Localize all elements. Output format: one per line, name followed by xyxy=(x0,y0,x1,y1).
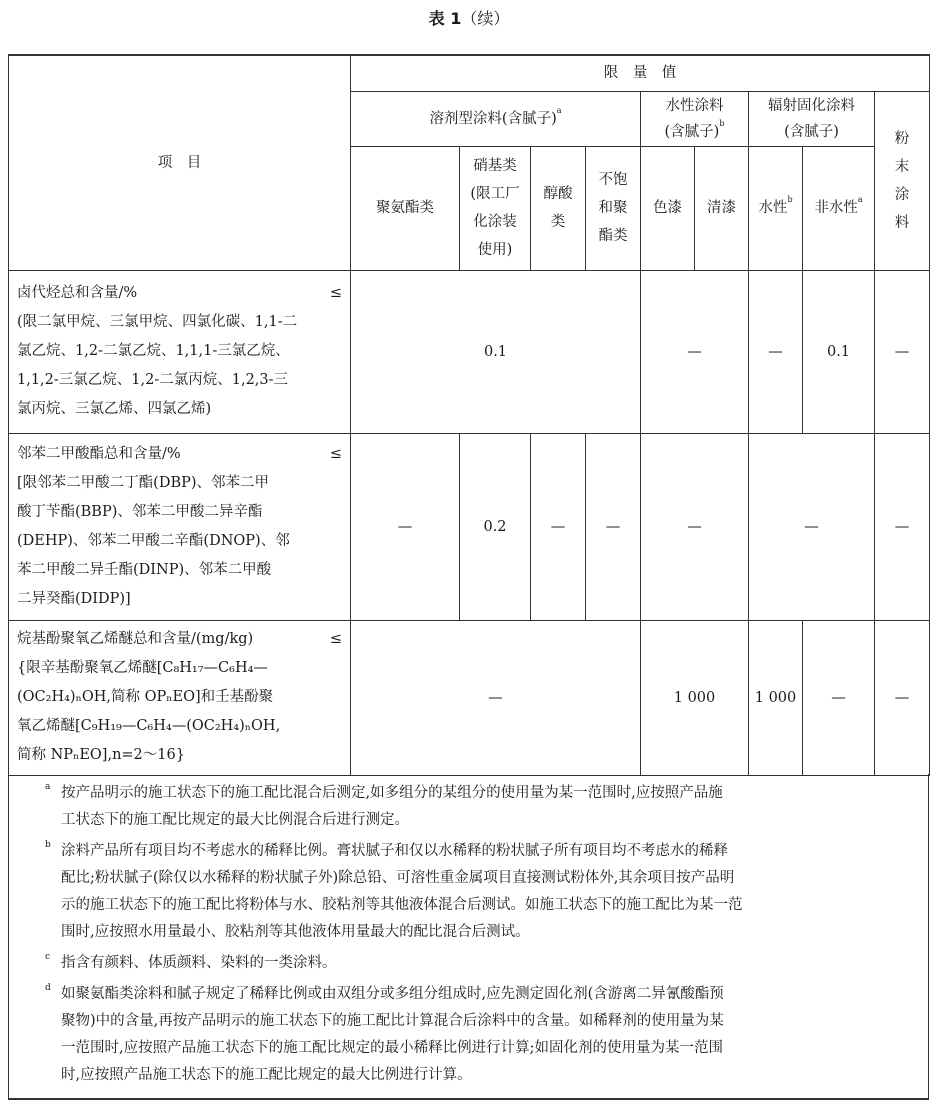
row-phthalate-nitro: 0.2 xyxy=(460,433,531,620)
row-halohydrocarbon-powder: — xyxy=(875,270,930,433)
header-powder: 粉 末 涂 料 xyxy=(875,91,930,270)
row-halohydrocarbon-solvent: 0.1 xyxy=(351,270,641,433)
footnotes xyxy=(8,774,929,1100)
header-radiation: 辐射固化涂料 (含腻子) xyxy=(749,91,875,146)
row-phthalate-item: 邻苯二甲酸酯总和含量/% ≤ [限邻苯二甲酸二丁酯(DBP)、邻苯二甲 酸丁苄酯(BBP)、邻苯二甲酸二异辛酯 (DEHP)、邻苯二甲酸二辛酯(DNOP)、邻 苯二甲酸二异壬酯(DINP)、邻苯二甲酸 二异癸酯(DIDP)] xyxy=(9,433,351,620)
row-apeo-nonaqueous: — xyxy=(803,620,875,775)
row-apeo-powder: — xyxy=(875,620,930,775)
footnote-b: b 涂料产品所有项目均不考虑水的稀释比例。膏状腻子和仅以水稀释的粉状腻子所有项目均不考虑水的稀释 配比;粉状腻子(除仅以水稀释的粉状腻子外)除总铅、可溶性重金属项目直接测试粉体外,其余项目按产品明 示的施工状态下的施工配比将粉体与水、胶粘剂等其他液体混合后测试。如施工状态下的施工配比为某一范 围时,应按照水用量最小、胶粘剂等其他液体用量最大的配比混合后测试。 xyxy=(45,840,743,940)
table-title xyxy=(0,6,938,29)
header-alkyd: 醇酸 类 xyxy=(531,146,586,270)
row-phthalate-unsaturated: — xyxy=(586,433,641,620)
row-phthalate-polyurethane: — xyxy=(351,433,460,620)
table-number: 表 1 xyxy=(428,9,462,28)
row-phthalate-water: — xyxy=(641,433,749,620)
header-nitro: 硝基类 (限工厂 化涂装 使用) xyxy=(460,146,531,270)
row-apeo-aqueous: 1 000 xyxy=(749,620,803,775)
footnote-d: d 如聚氨酯类涂料和腻子规定了稀释比例或由双组分或多组分组成时,应先测定固化剂(含游离二异氰酸酯预 聚物)中的含量,再按产品明示的施工状态下的施工配比计算混合后涂料中的含量。如稀释剂的使用量为某 一范围时,应按照产品施工状态下的施工配比规定的最小稀释比例进行计算;如固化剂的使用量为某一范围 时,应按照产品施工状态下的施工配比规定的最大比例进行计算。 xyxy=(45,983,724,1083)
header-limit: 限 量 值 xyxy=(351,55,930,91)
row-halohydrocarbon-nonaqueous: 0.1 xyxy=(803,270,875,433)
table-continued: （续） xyxy=(461,9,510,28)
row-halohydrocarbon-water: — xyxy=(641,270,749,433)
row-apeo-water: 1 000 xyxy=(641,620,749,775)
row-halohydrocarbon-aqueous: — xyxy=(749,270,803,433)
header-aqueous: 水性$^b$ xyxy=(749,146,803,270)
row-phthalate-radiation: — xyxy=(749,433,875,620)
header-clear: 清漆 xyxy=(695,146,749,270)
footnote-a: a 按产品明示的施工状态下的施工配比混合后测定,如多组分的某组分的使用量为某一范围时,应按照产品施 工状态下的施工配比规定的最大比例混合后进行测定。 xyxy=(45,782,723,828)
row-phthalate-alkyd: — xyxy=(531,433,586,620)
header-unsaturated: 不饱 和聚 酯类 xyxy=(586,146,641,270)
header-nonaqueous: 非水性$^a$ xyxy=(803,146,875,270)
row-halohydrocarbon-item: 卤代烃总和含量/% ≤ (限二氯甲烷、三氯甲烷、四氯化碳、1,1-二 氯乙烷、1,2-二氯乙烷、1,1,1-三氯乙烷、 1,1,2-三氯乙烷、1,2-二氯丙烷、1,2,3-三 氯丙烷、三氯乙烯、四氯乙烯) xyxy=(9,270,351,433)
row-phthalate-powder: — xyxy=(875,433,930,620)
header-water: 水性涂料 (含腻子)$^b$ xyxy=(641,91,749,146)
row-apeo-item: 烷基酚聚氧乙烯醚总和含量/(mg/kg) ≤ {限辛基酚聚氧乙烯醚[C₈H₁₇—C₆H₄— (OC₂H₄)ₙOH,简称 OPₙEO]和壬基酚聚 氧乙烯醚[C₉H₁₉—C₆H₄—(OC₂H₄)ₙOH, 简称 NPₙEO],n=2～16} xyxy=(9,620,351,775)
header-polyurethane: 聚氨酯类 xyxy=(351,146,460,270)
limits-table xyxy=(8,54,930,776)
footnote-c: c 指含有颜料、体质颜料、染料的一类涂料。 xyxy=(45,952,337,971)
row-apeo-solvent: — xyxy=(351,620,641,775)
header-item: 项 目 xyxy=(9,55,351,270)
header-colored: 色漆 xyxy=(641,146,695,270)
header-solvent: 溶剂型涂料(含腻子)$^a$ xyxy=(351,91,641,146)
